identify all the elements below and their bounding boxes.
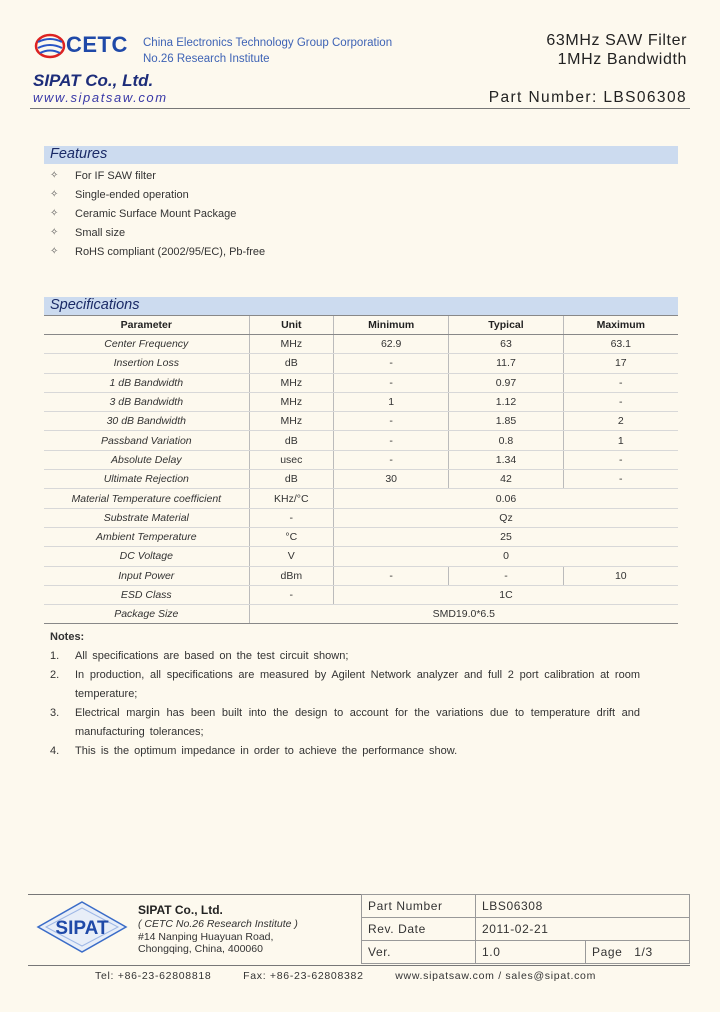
page-value: 1/3 <box>634 945 653 959</box>
table-row <box>44 392 678 411</box>
notes-heading: Notes: <box>50 631 85 643</box>
merged-value-cell: 1C <box>334 585 679 604</box>
note-number: 2. <box>50 669 60 681</box>
feature-text: Single-ended operation <box>75 188 189 201</box>
feature-text: Ceramic Surface Mount Package <box>75 207 237 220</box>
typical-cell: 1.34 <box>449 450 563 469</box>
parameter-cell: Absolute Delay <box>44 450 249 469</box>
note-item <box>50 742 640 761</box>
maximum-cell: 10 <box>563 566 678 585</box>
table-row <box>44 373 678 392</box>
features-heading: Features <box>50 146 108 162</box>
maximum-cell: - <box>563 373 678 392</box>
note-item <box>50 647 640 666</box>
feature-item <box>50 185 265 204</box>
feature-text: RoHS compliant (2002/95/EC), Pb-free <box>75 245 266 258</box>
feature-item <box>50 166 265 185</box>
unit-cell: - <box>249 585 333 604</box>
rev-date-value: 2011-02-21 <box>476 918 690 941</box>
part-number: Part Number: LBS06308 <box>488 89 687 106</box>
minimum-cell: - <box>334 431 449 450</box>
typical-cell: - <box>449 566 563 585</box>
merged-value-cell: 25 <box>334 527 679 546</box>
minimum-cell: - <box>334 412 449 431</box>
specifications-table-body <box>44 335 678 624</box>
table-row <box>44 605 678 624</box>
version-value: 1.0 <box>476 941 586 964</box>
page-label: Page <box>592 945 623 959</box>
parameter-cell: Input Power <box>44 566 249 585</box>
product-title-line-2: 1MHz Bandwidth <box>557 51 687 68</box>
header-maximum: Maximum <box>563 316 678 335</box>
telephone: Tel: +86-23-62808818 <box>95 970 212 982</box>
table-row <box>44 508 678 527</box>
table-row <box>44 450 678 469</box>
typical-cell: 1.85 <box>449 412 563 431</box>
unit-cell: MHz <box>249 373 333 392</box>
unit-cell: dB <box>249 470 333 489</box>
company-name: SIPAT Co., Ltd. <box>33 71 154 90</box>
unit-cell: MHz <box>249 392 333 411</box>
diamond-bullet-icon: ✧ <box>50 189 59 200</box>
contact-line <box>95 970 624 982</box>
corporation-line-1: China Electronics Technology Group Corporation <box>143 37 393 49</box>
diamond-bullet-icon: ✧ <box>50 170 59 181</box>
product-title <box>546 31 687 69</box>
header-parameter: Parameter <box>44 316 249 335</box>
unit-cell: dB <box>249 431 333 450</box>
minimum-cell: - <box>334 354 449 373</box>
minimum-cell: 62.9 <box>334 335 449 354</box>
note-number: 3. <box>50 707 60 719</box>
unit-cell: MHz <box>249 335 333 354</box>
footer-company: SIPAT Co., Ltd. <box>138 903 223 917</box>
specifications-heading: Specifications <box>50 297 140 313</box>
table-row <box>44 354 678 373</box>
page-indicator <box>586 941 690 964</box>
part-number-value: LBS06308 <box>476 895 690 918</box>
corporation-line-2: No.26 Research Institute <box>143 53 270 65</box>
note-text: This is the optimum impedance in order to achieve the performance show. <box>75 745 458 757</box>
version-label: Ver. <box>362 941 476 964</box>
minimum-cell: 30 <box>334 470 449 489</box>
note-number: 1. <box>50 650 60 662</box>
unit-cell: KHz/°C <box>249 489 333 508</box>
parameter-cell: Center Frequency <box>44 335 249 354</box>
features-list <box>50 166 265 261</box>
note-text: In production, all specifications are measured by Agilent Network analyzer and full 2 port calibration at room temperature; <box>75 669 640 700</box>
typical-cell: 0.8 <box>449 431 563 450</box>
parameter-cell: Substrate Material <box>44 508 249 527</box>
note-item <box>50 704 640 742</box>
maximum-cell: 17 <box>563 354 678 373</box>
table-row <box>44 489 678 508</box>
table-row <box>44 431 678 450</box>
table-row <box>44 527 678 546</box>
table-row <box>44 412 678 431</box>
minimum-cell: - <box>334 566 449 585</box>
header-typical: Typical <box>449 316 563 335</box>
sipat-logo-icon <box>36 900 128 954</box>
features-section-bar <box>44 146 678 164</box>
sipat-logo-text: SIPAT <box>55 918 109 939</box>
specifications-section-bar <box>44 297 678 315</box>
table-row <box>44 547 678 566</box>
parameter-cell: 30 dB Bandwidth <box>44 412 249 431</box>
typical-cell: 42 <box>449 470 563 489</box>
note-number: 4. <box>50 745 60 757</box>
unit-cell: - <box>249 508 333 527</box>
maximum-cell: 2 <box>563 412 678 431</box>
header-divider <box>30 108 690 109</box>
header-unit: Unit <box>249 316 333 335</box>
fax: Fax: +86-23-62808382 <box>243 970 364 982</box>
corporation-name <box>143 35 392 67</box>
table-header-row <box>44 316 678 335</box>
parameter-cell: ESD Class <box>44 585 249 604</box>
feature-text: Small size <box>75 226 126 239</box>
parameter-cell: Passband Variation <box>44 431 249 450</box>
table-row <box>44 566 678 585</box>
notes-section <box>50 628 640 761</box>
minimum-cell: - <box>334 450 449 469</box>
parameter-cell: Package Size <box>44 605 249 624</box>
info-row-version <box>362 941 690 964</box>
minimum-cell: - <box>334 373 449 392</box>
feature-text: For IF SAW filter <box>75 169 156 182</box>
parameter-cell: DC Voltage <box>44 547 249 566</box>
unit-cell: MHz <box>249 412 333 431</box>
diamond-bullet-icon: ✧ <box>50 227 59 238</box>
note-item <box>50 666 640 704</box>
parameter-cell: Ambient Temperature <box>44 527 249 546</box>
maximum-cell: 63.1 <box>563 335 678 354</box>
typical-cell: 11.7 <box>449 354 563 373</box>
unit-cell: dB <box>249 354 333 373</box>
merged-value-cell: Qz <box>334 508 679 527</box>
feature-item <box>50 242 265 261</box>
document-info-grid <box>361 894 690 964</box>
info-row-rev <box>362 918 690 941</box>
parameter-cell: Ultimate Rejection <box>44 470 249 489</box>
merged-value-cell: SMD19.0*6.5 <box>249 605 678 624</box>
feature-item <box>50 204 265 223</box>
maximum-cell: - <box>563 450 678 469</box>
specifications-table <box>44 315 678 624</box>
parameter-cell: Insertion Loss <box>44 354 249 373</box>
footer-address-line-2: Chongqing, China, 400060 <box>138 943 263 955</box>
footer-address-line-1: #14 Nanping Huayuan Road, <box>138 931 274 943</box>
parameter-cell: Material Temperature coefficient <box>44 489 249 508</box>
typical-cell: 0.97 <box>449 373 563 392</box>
unit-cell: V <box>249 547 333 566</box>
unit-cell: dBm <box>249 566 333 585</box>
rev-date-label: Rev. Date <box>362 918 476 941</box>
note-text: Electrical margin has been built into the design to account for the variations due to temperature drift and manufacturing tolerances; <box>75 707 640 738</box>
merged-value-cell: 0.06 <box>334 489 679 508</box>
maximum-cell: 1 <box>563 431 678 450</box>
diamond-bullet-icon: ✧ <box>50 246 59 257</box>
feature-item <box>50 223 265 242</box>
maximum-cell: - <box>563 470 678 489</box>
footer-institute: ( CETC No.26 Research Institute ) <box>138 918 298 930</box>
table-row <box>44 335 678 354</box>
diamond-bullet-icon: ✧ <box>50 208 59 219</box>
website-link[interactable]: www.sipatsaw.com <box>33 90 168 105</box>
parameter-cell: 3 dB Bandwidth <box>44 392 249 411</box>
parameter-cell: 1 dB Bandwidth <box>44 373 249 392</box>
merged-value-cell: 0 <box>334 547 679 566</box>
minimum-cell: 1 <box>334 392 449 411</box>
web-email-link[interactable]: www.sipatsaw.com / sales@sipat.com <box>395 970 597 982</box>
unit-cell: usec <box>249 450 333 469</box>
note-text: All specifications are based on the test circuit shown; <box>75 650 349 662</box>
notes-list <box>50 647 640 761</box>
header-minimum: Minimum <box>334 316 449 335</box>
typical-cell: 63 <box>449 335 563 354</box>
table-row <box>44 470 678 489</box>
cetc-logo-text: CETC <box>66 32 128 57</box>
table-row <box>44 585 678 604</box>
unit-cell: °C <box>249 527 333 546</box>
maximum-cell: - <box>563 392 678 411</box>
info-row-part <box>362 895 690 918</box>
product-title-line-1: 63MHz SAW Filter <box>546 32 687 49</box>
typical-cell: 1.12 <box>449 392 563 411</box>
part-number-label: Part Number <box>362 895 476 918</box>
